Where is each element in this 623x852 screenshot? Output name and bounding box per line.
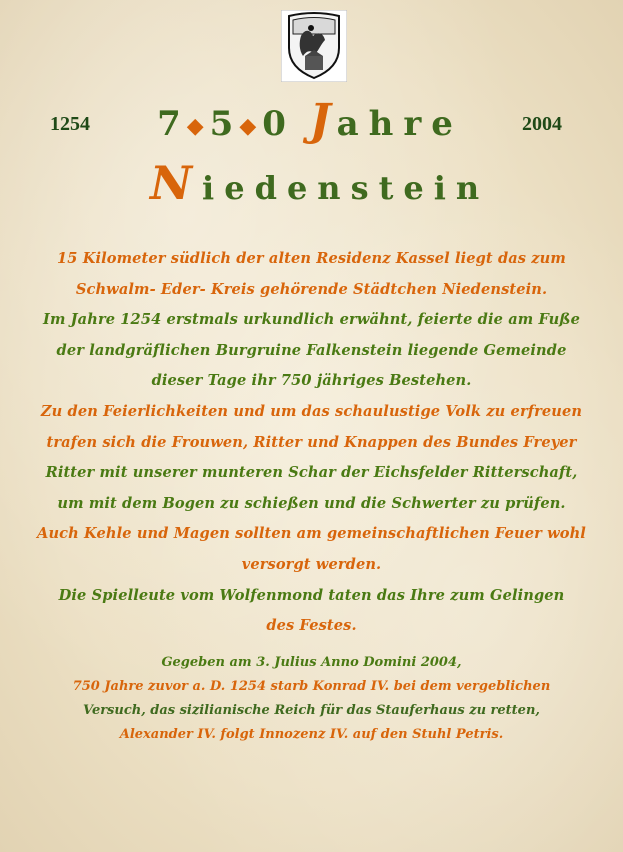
- title-dot-icon: ◆: [239, 113, 263, 139]
- body-line: Im Jahre 1254 erstmals urkundlich erwähnt, feierte die am Fuße: [43, 311, 580, 329]
- body-line: 15 Kilometer südlich der alten Residenz Kassel liegt das zum: [57, 250, 566, 267]
- body-line: versorgt werden.: [241, 555, 382, 573]
- town-name: iedenstein: [202, 169, 490, 207]
- body-line: Auch Kehle und Magen sollten am gemeinschaftlichen Feuer wohl: [37, 525, 586, 543]
- town-title: [150, 156, 490, 210]
- body-line: um mit dem Bogen zu schießen und die Schwerter zu prüfen.: [57, 494, 566, 512]
- town-initial: N: [150, 156, 203, 210]
- year-left: 1254: [50, 113, 90, 135]
- footer-line: Gegeben am 3. Julius Anno Domini 2004,: [161, 655, 462, 670]
- body-line: trafen sich die Frouwen, Ritter und Knappen des Bundes Freyer: [46, 433, 577, 451]
- body-line: Ritter mit unserer munteren Schar der Eichsfelder Ritterschaft,: [45, 464, 578, 482]
- body-text: [6, 244, 617, 642]
- footer-line: Alexander IV. folgt Innozenz IV. auf den Stuhl Petris.: [119, 727, 504, 742]
- title-digit: 0: [262, 104, 292, 144]
- title-digit: 5: [209, 104, 240, 144]
- body-line: des Festes.: [266, 617, 357, 635]
- anniversary-title: [150, 95, 470, 146]
- title-initial: J: [309, 95, 337, 146]
- footer-line: Versuch, das sizilianische Reich für das Stauferhaus zu retten,: [83, 703, 540, 718]
- body-line: Zu den Feierlichkeiten und um das schaulustige Volk zu erfreuen: [40, 402, 583, 420]
- year-right: 2004: [522, 113, 562, 135]
- body-line: dieser Tage ihr 750 jähriges Bestehen.: [151, 372, 472, 390]
- body-line: Schwalm- Eder- Kreis gehörende Städtchen Niedenstein.: [75, 280, 548, 298]
- title-word: ahre: [336, 104, 463, 144]
- footer-line: 750 Jahre zuvor a. D. 1254 starb Konrad IV. bei dem vergeblichen: [72, 679, 551, 694]
- footer-text: [10, 651, 613, 747]
- coat-of-arms-icon: [281, 10, 347, 82]
- body-line: der landgräflichen Burgruine Falkenstein liegende Gemeinde: [56, 341, 567, 359]
- body-line: Die Spielleute vom Wolfenmond taten das Ihre zum Gelingen: [58, 586, 565, 604]
- title-dot-icon: ◆: [186, 113, 210, 139]
- title-digit: 7: [157, 104, 187, 144]
